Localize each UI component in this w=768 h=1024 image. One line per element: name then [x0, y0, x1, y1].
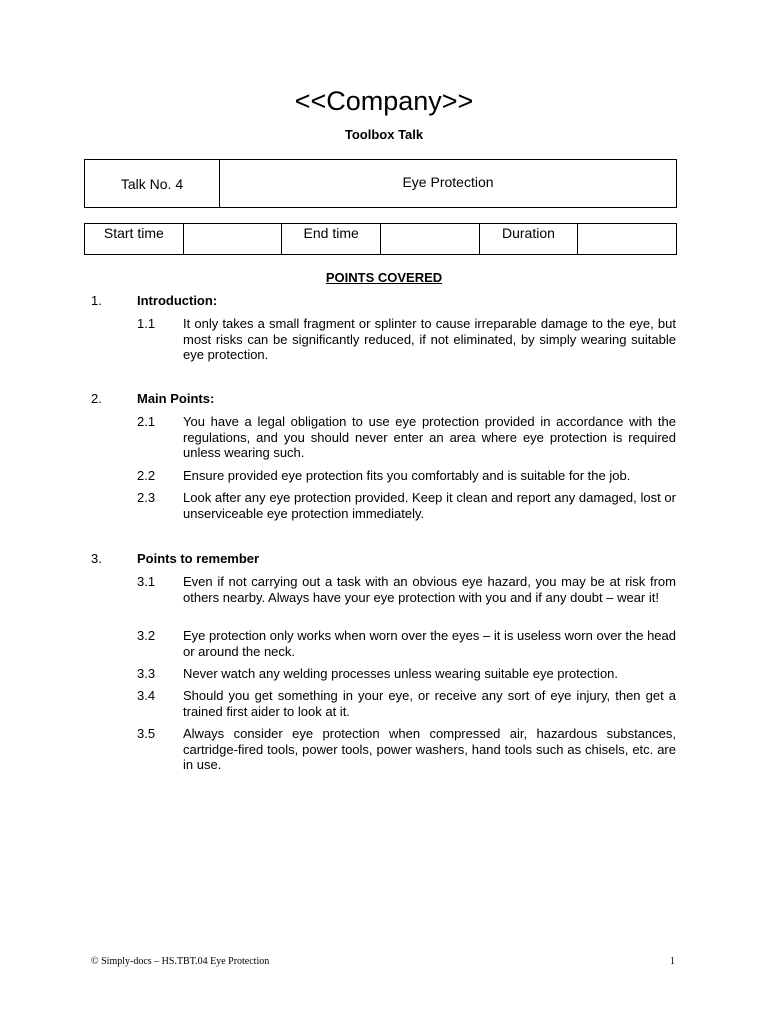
duration-label: Duration [479, 224, 578, 255]
section-title-points-to-remember: Points to remember [137, 551, 260, 566]
item-text: Look after any eye protection provided. Keep it clean and report any damaged, lost or unserviceable eye protection immediately. [183, 490, 676, 521]
talk-info-table [84, 159, 677, 208]
item-number: 1.1 [137, 316, 156, 331]
item-text: You have a legal obligation to use eye protection provided in accordance with the regulations, and you should never enter an area where eye protection is required unless wearing such. [183, 414, 676, 460]
talk-number: Talk No. 4 [85, 160, 220, 208]
section-number: 3. [91, 551, 102, 566]
item-number: 3.3 [137, 666, 156, 681]
item-text: Never watch any welding processes unless wearing suitable eye protection. [183, 666, 619, 681]
item-number: 3.4 [137, 688, 156, 703]
item-text: Should you get something in your eye, or receive any sort of eye injury, then get a trained first aider to look at it. [183, 688, 676, 719]
item-text: Ensure provided eye protection fits you comfortably and is suitable for the job. [183, 468, 631, 483]
item-number: 3.2 [137, 628, 156, 643]
section-number: 1. [91, 293, 102, 308]
footer-copyright: © Simply-docs – HS.TBT.04 Eye Protection [91, 956, 270, 967]
item-text: Always consider eye protection when compressed air, hazardous substances, cartridge-fired tools, power tools, power washers, hand tools such as chisels, etc. are in use. [183, 726, 676, 772]
item-text: It only takes a small fragment or splinter to cause irreparable damage to the eye, but most risks can be significantly reduced, if not eliminated, by simply wearing suitable eye protection. [183, 316, 676, 362]
company-name: <<Company>> [294, 86, 474, 116]
start-time-label: Start time [85, 224, 184, 255]
end-time-field[interactable] [380, 224, 479, 255]
item-text: Even if not carrying out a task with an obvious eye hazard, you may be at risk from others nearby. Always have your eye protection with you and if any doubt – wear it! [183, 574, 676, 605]
end-time-label: End time [282, 224, 381, 255]
item-text: Eye protection only works when worn over the eyes – it is useless worn over the head or around the neck. [183, 628, 676, 659]
start-time-field[interactable] [183, 224, 282, 255]
talk-title: Eye Protection [220, 160, 677, 208]
points-covered-heading: POINTS COVERED [325, 270, 443, 285]
item-number: 3.1 [137, 574, 156, 589]
section-number: 2. [91, 391, 102, 406]
item-number: 3.5 [137, 726, 156, 741]
document-subtitle: Toolbox Talk [344, 127, 424, 142]
item-number: 2.2 [137, 468, 156, 483]
duration-field[interactable] [578, 224, 677, 255]
page-number: 1 [670, 956, 675, 967]
item-number: 2.1 [137, 414, 156, 429]
section-title-main-points: Main Points: [137, 391, 215, 406]
time-table [84, 223, 677, 255]
section-title-introduction: Introduction: [137, 293, 218, 308]
item-number: 2.3 [137, 490, 156, 505]
